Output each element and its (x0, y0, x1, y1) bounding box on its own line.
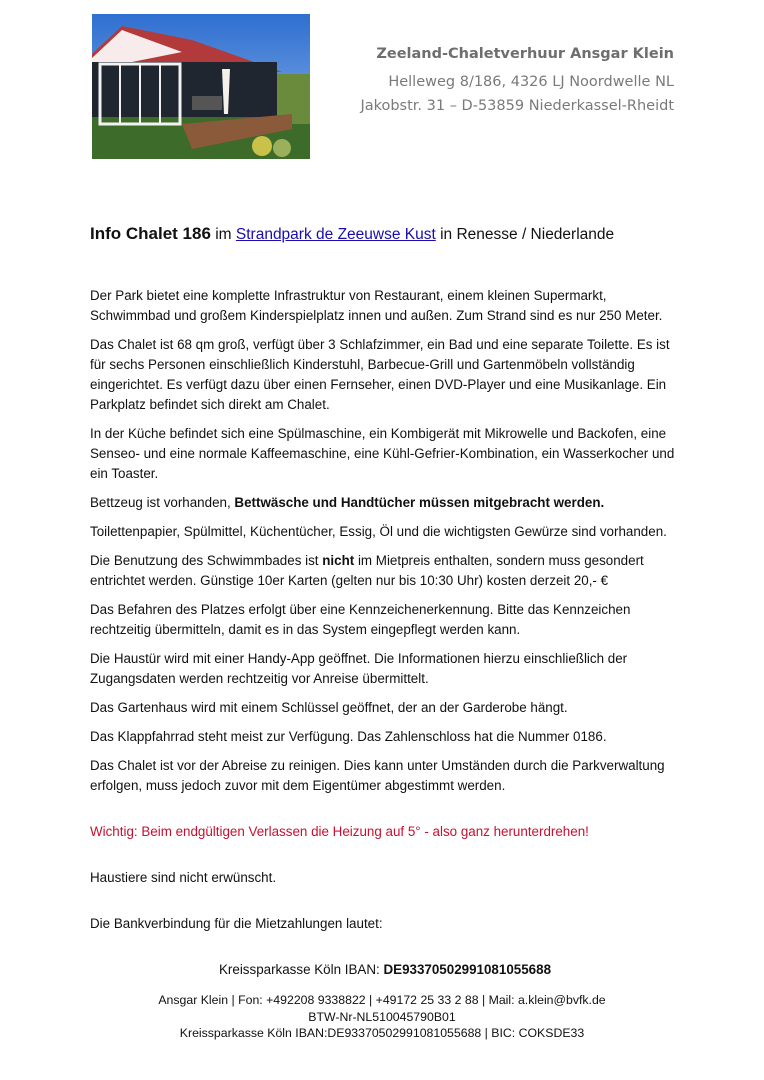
pool-bold: nicht (322, 553, 355, 568)
footer (0, 992, 764, 1042)
paragraph-cleaning: Das Chalet ist vor der Abreise zu reinigen. Dies kann unter Umständen durch die Parkverwaltung erfolgen, muss jedoch zuvor mit dem Eigentümer abgestimmt werden. (90, 758, 665, 793)
spacer (90, 943, 680, 960)
paragraph-park: Der Park bietet eine komplette Infrastruktur von Restaurant, einem kleinen Supermarkt, Schwimmbad und großem Kinderspielplatz innen und außen. Zum Strand sind es nur 250 Meter. (90, 288, 663, 323)
paragraph-bicycle: Das Klappfahrrad steht meist zur Verfügung. Das Zahlenschloss hat die Nummer 0186. (90, 729, 607, 744)
paragraph-door-app: Die Haustür wird mit einer Handy-App geöffnet. Die Informationen hierzu einschließlich der Zugangsdaten werden rechtzeitig vor Anreise übermittelt. (90, 651, 628, 686)
page-title (90, 224, 614, 244)
bank-iban: DE93370502991081055688 (383, 962, 552, 977)
park-link[interactable]: Strandpark de Zeeuwse Kust (235, 226, 436, 243)
spacer (90, 897, 680, 914)
paragraph-supplies: Toilettenpapier, Spülmittel, Küchentücher, Essig, Öl und die wichtigsten Gewürze sind vorhanden. (90, 524, 667, 539)
spacer (90, 851, 680, 868)
footer-bank: Kreissparkasse Köln IBAN:DE93370502991081055688 | BIC: COKSDE33 (179, 1026, 585, 1040)
info-body (90, 286, 680, 989)
pets-note: Haustiere sind nicht erwünscht. (90, 870, 277, 885)
address-nl: Helleweg 8/186, 4326 LJ Noordwelle NL (388, 74, 674, 90)
pool-text-a: Die Benutzung des Schwimmbades ist (90, 553, 323, 568)
address-de: Jakobstr. 31 – D-53859 Niederkassel-Rheidt (360, 98, 674, 114)
title-rest: in Renesse / Niederlande (435, 226, 615, 243)
bedding-text: Bettzeug ist vorhanden, (90, 495, 235, 510)
paragraph-chalet: Das Chalet ist 68 qm groß, verfügt über 3 Schlafzimmer, ein Bad und eine separate Toilette. Es ist für sechs Personen einschließlich Kinderstuhl, Barbecue-Grill und Gartenmöbeln vollständig eingerichtet. Es verfügt dazu über einen Fernseher, einen DVD-Player und eine Musikanlage. Ein Parkplatz befindet sich direkt am Chalet. (90, 337, 670, 412)
paragraph-license-plate: Das Befahren des Platzes erfolgt über eine Kennzeichenerkennung. Bitte das Kennzeichen rechtzeitig übermitteln, damit es in das System eingepflegt werden kann. (90, 602, 631, 637)
paragraph-pool (90, 551, 680, 591)
paragraph-garden-house: Das Gartenhaus wird mit einem Schlüssel geöffnet, der an der Garderobe hängt. (90, 700, 568, 715)
paragraph-bedding (90, 493, 680, 513)
title-im: im (210, 226, 236, 243)
bedding-bold: Bettwäsche und Handtücher müssen mitgebracht werden. (234, 495, 605, 510)
heating-warning: Wichtig: Beim endgültigen Verlassen die Heizung auf 5° - also ganz herunterdrehen! (90, 824, 589, 839)
chalet-photo (92, 14, 310, 159)
footer-contact: Ansgar Klein | Fon: +492208 9338822 | +49172 25 33 2 88 | Mail: a.klein@bvfk.de (158, 993, 606, 1007)
bank-label: Kreissparkasse Köln IBAN: (218, 962, 384, 977)
spacer (90, 805, 680, 822)
footer-vat: BTW-Nr-NL510045790B01 (308, 1009, 456, 1024)
company-name: Zeeland-Chaletverhuur Ansgar Klein (376, 46, 674, 62)
bank-details (90, 960, 680, 980)
paragraph-kitchen: In der Küche befindet sich eine Spülmaschine, ein Kombigerät mit Mikrowelle und Backofen, eine Senseo- und eine normale Kaffeemaschine, eine Kühl-Gefrier-Kombination, ein Wasserkocher und ein Toaster. (90, 426, 675, 481)
title-strong: Info Chalet 186 (90, 224, 211, 243)
bank-intro: Die Bankverbindung für die Mietzahlungen lautet: (90, 916, 383, 931)
chalet-illustration (92, 14, 310, 159)
letterhead (360, 46, 674, 118)
pool-text-c: im Mietpreis enthalten, sondern muss gesondert entrichtet werden. Günstige 10er Karten (gelten nur bis 10:30 Uhr) kosten derzeit 20,- € (90, 553, 644, 588)
